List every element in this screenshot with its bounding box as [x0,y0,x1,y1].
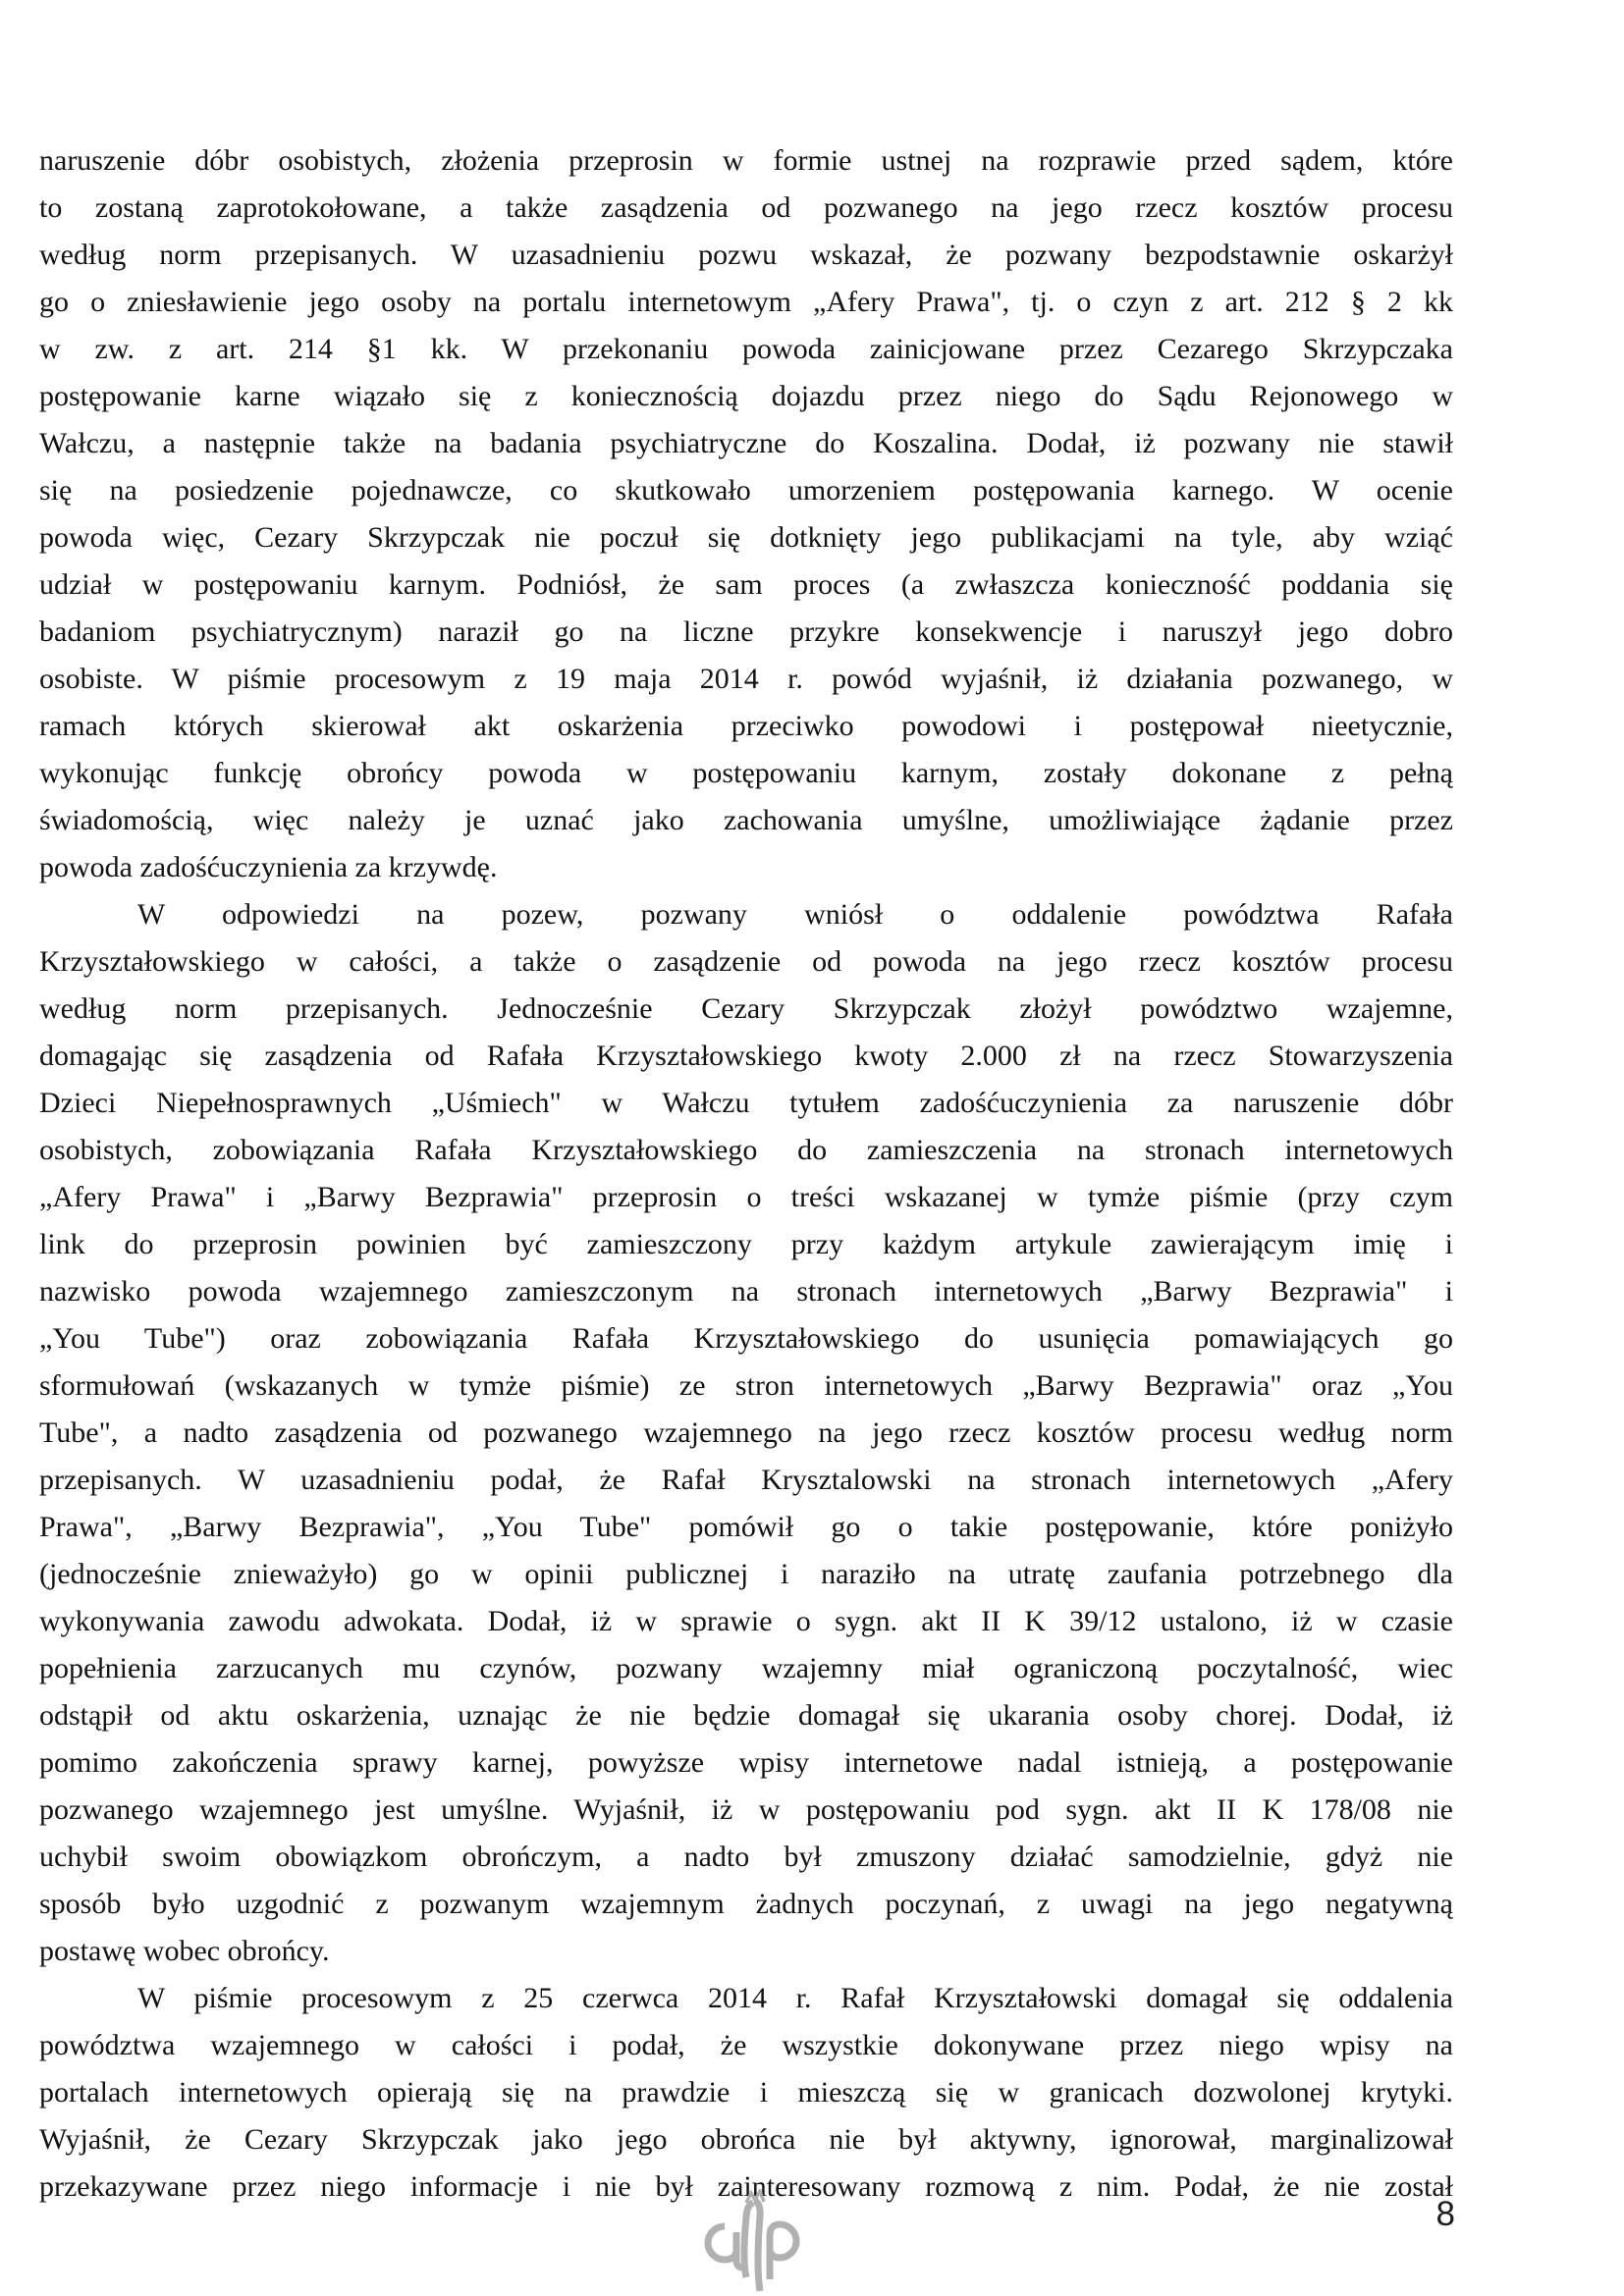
text-line: nazwisko powoda wzajemnego zamieszczonym na stronach internetowych „Barwy Bezprawia" i [39,1275,1453,1308]
text-line: Dzieci Niepełnosprawnych „Uśmiech" w Wałczu tytułem zadośćuczynienia za naruszenie dóbr [39,1087,1453,1119]
text-line: badaniom psychiatrycznym) naraził go na liczne przykre konsekwencje i naruszył jego dobro [39,615,1453,648]
paragraph [39,137,1453,891]
text-line: według norm przepisanych. W uzasadnieniu pozwu wskazał, że pozwany bezpodstawnie oskarżył [39,239,1453,271]
document-body [39,137,1453,2211]
text-line: przekazywane przez niego informacje i nie był zainteresowany rozmową z nim. Podał, że nie został [39,2170,1453,2203]
text-line: (jednocześnie znieważyło) go w opinii publicznej i naraziło na utratę zaufania potrzebnego dla [39,1558,1453,1590]
text-line: powództwa wzajemnego w całości i podał, że wszystkie dokonywane przez niego wpisy na [39,2029,1453,2061]
text-line: popełnienia zarzucanych mu czynów, pozwany wzajemny miał ograniczoną poczytalność, wiec [39,1652,1453,1684]
text-line: Tube", a nadto zasądzenia od pozwanego wzajemnego na jego rzecz kosztów procesu według norm [39,1416,1453,1449]
text-line: się na posiedzenie pojednawcze, co skutkowało umorzeniem postępowania karnego. W ocenie [39,474,1453,507]
text-line: domagając się zasądzenia od Rafała Krzyształowskiego kwoty 2.000 zł na rzecz Stowarzyszenia [39,1040,1453,1072]
text-line: wykonując funkcję obrońcy powoda w postępowaniu karnym, zostały dokonane z pełną [39,757,1453,789]
text-line: W odpowiedzi na pozew, pozwany wniósł o oddalenie powództwa Rafała [137,898,1453,931]
text-line: portalach internetowych opierają się na prawdzie i mieszczą się w granicach dozwolonej krytyki. [39,2076,1453,2109]
text-line: postawę wobec obrońcy. [39,1935,330,1967]
text-line: naruszenie dóbr osobistych, złożenia przeprosin w formie ustnej na rozprawie przed sądem, które [39,144,1453,177]
text-line: przepisanych. W uzasadnieniu podał, że Rafał Krysztalowski na stronach internetowych „Afery [39,1464,1453,1496]
text-line: odstąpił od aktu oskarżenia, uznając że nie będzie domagał się ukarania osoby chorej. Dodał, iż [39,1699,1453,1732]
text-line: sposób było uzgodnić z pozwanym wzajemnym żadnych poczynań, z uwagi na jego negatywną [39,1888,1453,1920]
text-line: Wyjaśnił, że Cezary Skrzypczak jako jego obrońca nie był aktywny, ignorował, marginalizował [39,2123,1453,2156]
text-line: postępowanie karne wiązało się z koniecznością dojazdu przez niego do Sądu Rejonowego w [39,380,1453,412]
text-line: Wałczu, a następnie także na badania psychiatryczne do Koszalina. Dodał, iż pozwany nie stawił [39,427,1453,459]
text-line: to zostaną zaprotokołowane, a także zasądzenia od pozwanego na jego rzecz kosztów procesu [39,191,1453,224]
paragraph [39,891,1453,1975]
text-line: powoda zadośćuczynienia za krzywdę. [39,851,498,883]
text-line: „You Tube") oraz zobowiązania Rafała Krzyształowskiego do usunięcia pomawiających go [39,1322,1453,1355]
text-line: wykonywania zawodu adwokata. Dodał, iż w sprawie o sygn. akt II K 39/12 ustalono, iż w czasie [39,1605,1453,1637]
text-line: Prawa", „Barwy Bezprawia", „You Tube" pomówił go o takie postępowanie, które poniżyło [39,1511,1453,1543]
text-line: osobistych, zobowiązania Rafała Krzyształowskiego do zamieszczenia na stronach internetowych [39,1134,1453,1166]
text-line: w zw. z art. 214 §1 kk. W przekonaniu powoda zainicjowane przez Cezarego Skrzypczaka [39,333,1453,365]
text-line: sformułowań (wskazanych w tymże piśmie) ze stron internetowych „Barwy Bezprawia" oraz „You [39,1369,1453,1402]
text-line: pomimo zakończenia sprawy karnej, powyższe wpisy internetowe nadal istnieją, a postępowanie [39,1746,1453,1779]
text-line: go o zniesławienie jego osoby na portalu internetowym „Afery Prawa", tj. o czyn z art. 212 § 2 kk [39,286,1453,318]
aip-monogram-watermark-icon [685,2189,817,2293]
text-line: ramach których skierował akt oskarżenia przeciwko powodowi i postępował nieetycznie, [39,710,1453,742]
page-number: 8 [1435,2195,1455,2233]
text-line: uchybił swoim obowiązkom obrończym, a nadto był zmuszony działać samodzielnie, gdyż nie [39,1841,1453,1873]
text-line: pozwanego wzajemnego jest umyślne. Wyjaśnił, iż w postępowaniu pod sygn. akt II K 178/08 nie [39,1793,1453,1826]
text-line: według norm przepisanych. Jednocześnie Cezary Skrzypczak złożył powództwo wzajemne, [39,992,1453,1025]
text-line: Krzyształowskiego w całości, a także o zasądzenie od powoda na jego rzecz kosztów procesu [39,945,1453,978]
text-line: link do przeprosin powinien być zamieszczony przy każdym artykule zawierającym imię i [39,1228,1453,1260]
text-line: osobiste. W piśmie procesowym z 19 maja 2014 r. powód wyjaśnił, iż działania pozwanego, w [39,663,1453,695]
text-line: powoda więc, Cezary Skrzypczak nie poczuł się dotknięty jego publikacjami na tyle, aby wziąć [39,521,1453,554]
text-line: W piśmie procesowym z 25 czerwca 2014 r. Rafał Krzyształowski domagał się oddalenia [137,1982,1453,2014]
text-line: „Afery Prawa" i „Barwy Bezprawia" przeprosin o treści wskazanej w tymże piśmie (przy czym [39,1181,1453,1213]
paragraph [39,1975,1453,2211]
text-line: udział w postępowaniu karnym. Podniósł, że sam proces (a zwłaszcza konieczność poddania się [39,568,1453,601]
text-line: świadomością, więc należy je uznać jako zachowania umyślne, umożliwiające żądanie przez [39,804,1453,836]
